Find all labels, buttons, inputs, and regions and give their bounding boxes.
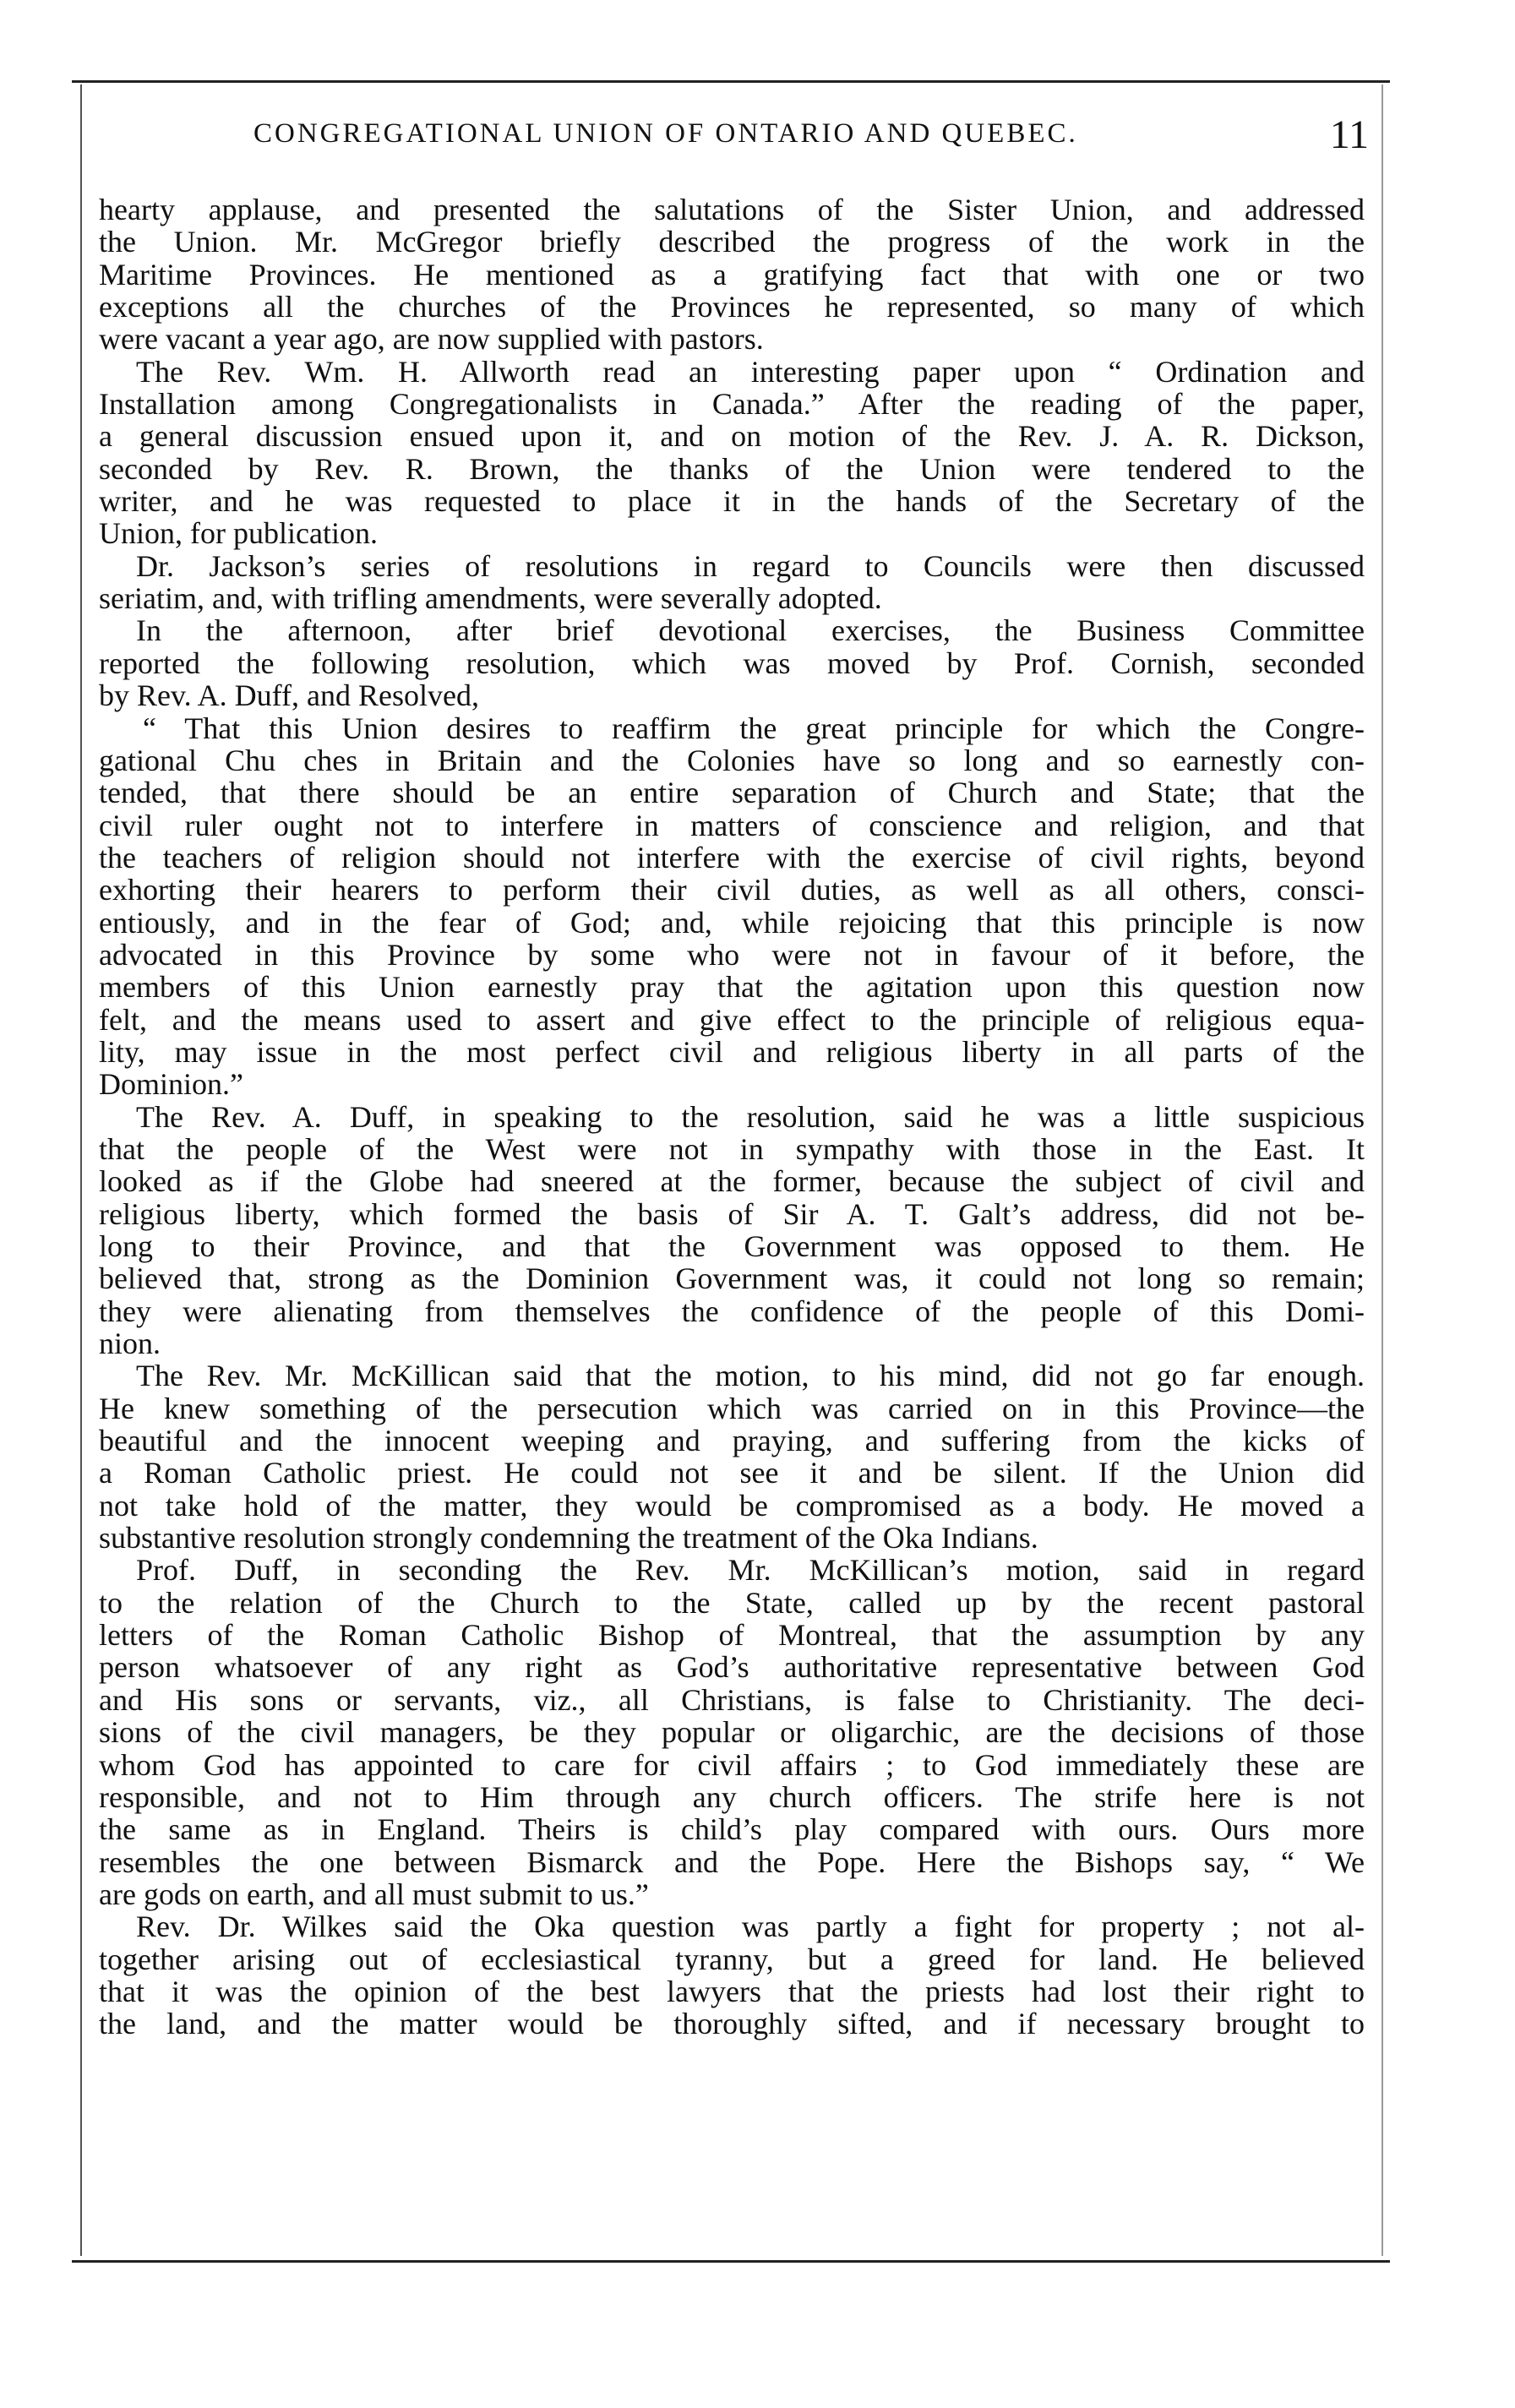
text-line: the same as in England. Theirs is child’s play compared with ours. Ours more	[99, 1812, 1365, 1847]
text-line: The Rev. Wm. H. Allworth read an interesting paper upon “ Ordination and	[136, 354, 1365, 389]
text-line: Dominion.”	[99, 1067, 243, 1102]
text-line: advocated in this Province by some who were not in favour of it before, the	[99, 937, 1365, 972]
text-line: The Rev. Mr. McKillican said that the motion, to his mind, did not go far enough.	[136, 1359, 1365, 1393]
text-line: letters of the Roman Catholic Bishop of Montreal, that the assumption by any	[99, 1618, 1365, 1653]
text-line: felt, and the means used to assert and give effect to the principle of religious equa-	[99, 1002, 1365, 1037]
text-line: that the people of the West were not in sympathy with those in the East. It	[99, 1131, 1365, 1166]
text-line: a Roman Catholic priest. He could not see it and be silent. If the Union did	[99, 1456, 1365, 1490]
top-border-rule	[72, 80, 1390, 83]
text-line: Dr. Jackson’s series of resolutions in regard to Councils were then discussed	[136, 548, 1365, 583]
text-line: and His sons or servants, viz., all Christians, is false to Christianity. The deci-	[99, 1682, 1365, 1717]
text-line: are gods on earth, and all must submit to us.”	[99, 1877, 649, 1911]
text-line: Maritime Provinces. He mentioned as a gratifying fact that with one or two	[99, 257, 1365, 291]
text-line: civil ruler ought not to interfere in matters of conscience and religion, and that	[99, 808, 1365, 842]
body-text	[99, 193, 1365, 2040]
running-title: CONGREGATIONAL UNION OF ONTARIO AND QUEBEC.	[253, 118, 1078, 149]
page-number: 11	[1329, 112, 1369, 157]
text-line: “ That this Union desires to reaffirm the great principle for which the Congre-	[143, 711, 1365, 745]
text-line: a general discussion ensued upon it, and on motion of the Rev. J. A. R. Dickson,	[99, 419, 1365, 454]
text-line: reported the following resolution, which was moved by Prof. Cornish, seconded	[99, 646, 1365, 680]
text-line: lity, may issue in the most perfect civil and religious liberty in all parts of the	[99, 1034, 1365, 1069]
text-line: hearty applause, and presented the salutations of the Sister Union, and addressed	[99, 193, 1365, 226]
text-line: that it was the opinion of the best lawyers that the priests had lost their right to	[99, 1974, 1365, 2008]
text-line: the Union. Mr. McGregor briefly described the progress of the work in the	[99, 225, 1365, 259]
text-line: seriatim, and, with trifling amendments, were severally adopted.	[99, 581, 882, 616]
text-line: together arising out of ecclesiastical tyranny, but a greed for land. He believed	[99, 1942, 1365, 1976]
text-line: Union, for publication.	[99, 516, 378, 551]
text-line: Rev. Dr. Wilkes said the Oka question was partly a fight for property ; not al-	[136, 1910, 1365, 1944]
text-line: the teachers of religion should not interfere with the exercise of civil rights, beyond	[99, 840, 1365, 874]
text-line: responsible, and not to Him through any church officers. The strife here is not	[99, 1779, 1365, 1814]
text-line: were vacant a year ago, are now supplied with pastors.	[99, 322, 764, 357]
text-line: sions of the civil managers, be they popular or oligarchic, are the decisions of those	[99, 1715, 1365, 1750]
text-line: writer, and he was requested to place it in the hands of the Secretary of the	[99, 484, 1365, 519]
text-line: believed that, strong as the Dominion Government was, it could not long so remain;	[99, 1261, 1365, 1296]
text-line: members of this Union earnestly pray that the agitation upon this question now	[99, 970, 1365, 1005]
text-line: The Rev. A. Duff, in speaking to the resolution, said he was a little suspicious	[136, 1099, 1365, 1134]
text-line: nion.	[99, 1327, 161, 1361]
text-line: In the afternoon, after brief devotional exercises, the Business Committee	[136, 613, 1365, 648]
text-line: person whatsoever of any right as God’s authoritative representative between God	[99, 1650, 1365, 1685]
text-line: whom God has appointed to care for civil affairs ; to God immediately these are	[99, 1747, 1365, 1782]
left-border-rule	[80, 84, 82, 2256]
text-line: the land, and the matter would be thoroughly sifted, and if necessary brought to	[99, 2007, 1365, 2041]
text-line: Installation among Congregationalists in Canada.” After the reading of the paper,	[99, 387, 1365, 422]
text-line: seconded by Rev. R. Brown, the thanks of the Union were tendered to the	[99, 451, 1365, 486]
text-line: beautiful and the innocent weeping and praying, and suffering from the kicks of	[99, 1424, 1365, 1458]
bottom-border-rule	[72, 2260, 1390, 2263]
text-line: tended, that there should be an entire separation of Church and State; that the	[99, 776, 1365, 810]
text-line: by Rev. A. Duff, and Resolved,	[99, 678, 479, 713]
page-header	[253, 112, 1377, 169]
text-line: entiously, and in the fear of God; and, while rejoicing that this principle is now	[99, 905, 1365, 940]
right-border-rule	[1381, 84, 1383, 2256]
text-line: substantive resolution strongly condemning the treatment of the Oka Indians.	[99, 1521, 1038, 1555]
text-line: looked as if the Globe had sneered at the former, because the subject of civil and	[99, 1164, 1365, 1199]
text-line: Prof. Duff, in seconding the Rev. Mr. McKillican’s motion, said in regard	[136, 1553, 1365, 1588]
text-line: He knew something of the persecution which was carried on in this Province—the	[99, 1391, 1365, 1425]
text-line: gational Chu ches in Britain and the Colonies have so long and so earnestly con-	[99, 743, 1365, 777]
text-line: they were alienating from themselves the confidence of the people of this Domi-	[99, 1294, 1365, 1328]
text-line: not take hold of the matter, they would be compromised as a body. He moved a	[99, 1488, 1365, 1523]
text-line: exceptions all the churches of the Provinces he represented, so many of which	[99, 290, 1365, 324]
text-line: to the relation of the Church to the State, called up by the recent pastoral	[99, 1585, 1365, 1620]
text-line: long to their Province, and that the Government was opposed to them. He	[99, 1229, 1365, 1263]
text-line: resembles the one between Bismarck and the Pope. Here the Bishops say, “ We	[99, 1844, 1365, 1879]
text-line: religious liberty, which formed the basis of Sir A. T. Galt’s address, did not be-	[99, 1196, 1365, 1231]
text-line: exhorting their hearers to perform their civil duties, as well as all others, consci-	[99, 873, 1365, 907]
